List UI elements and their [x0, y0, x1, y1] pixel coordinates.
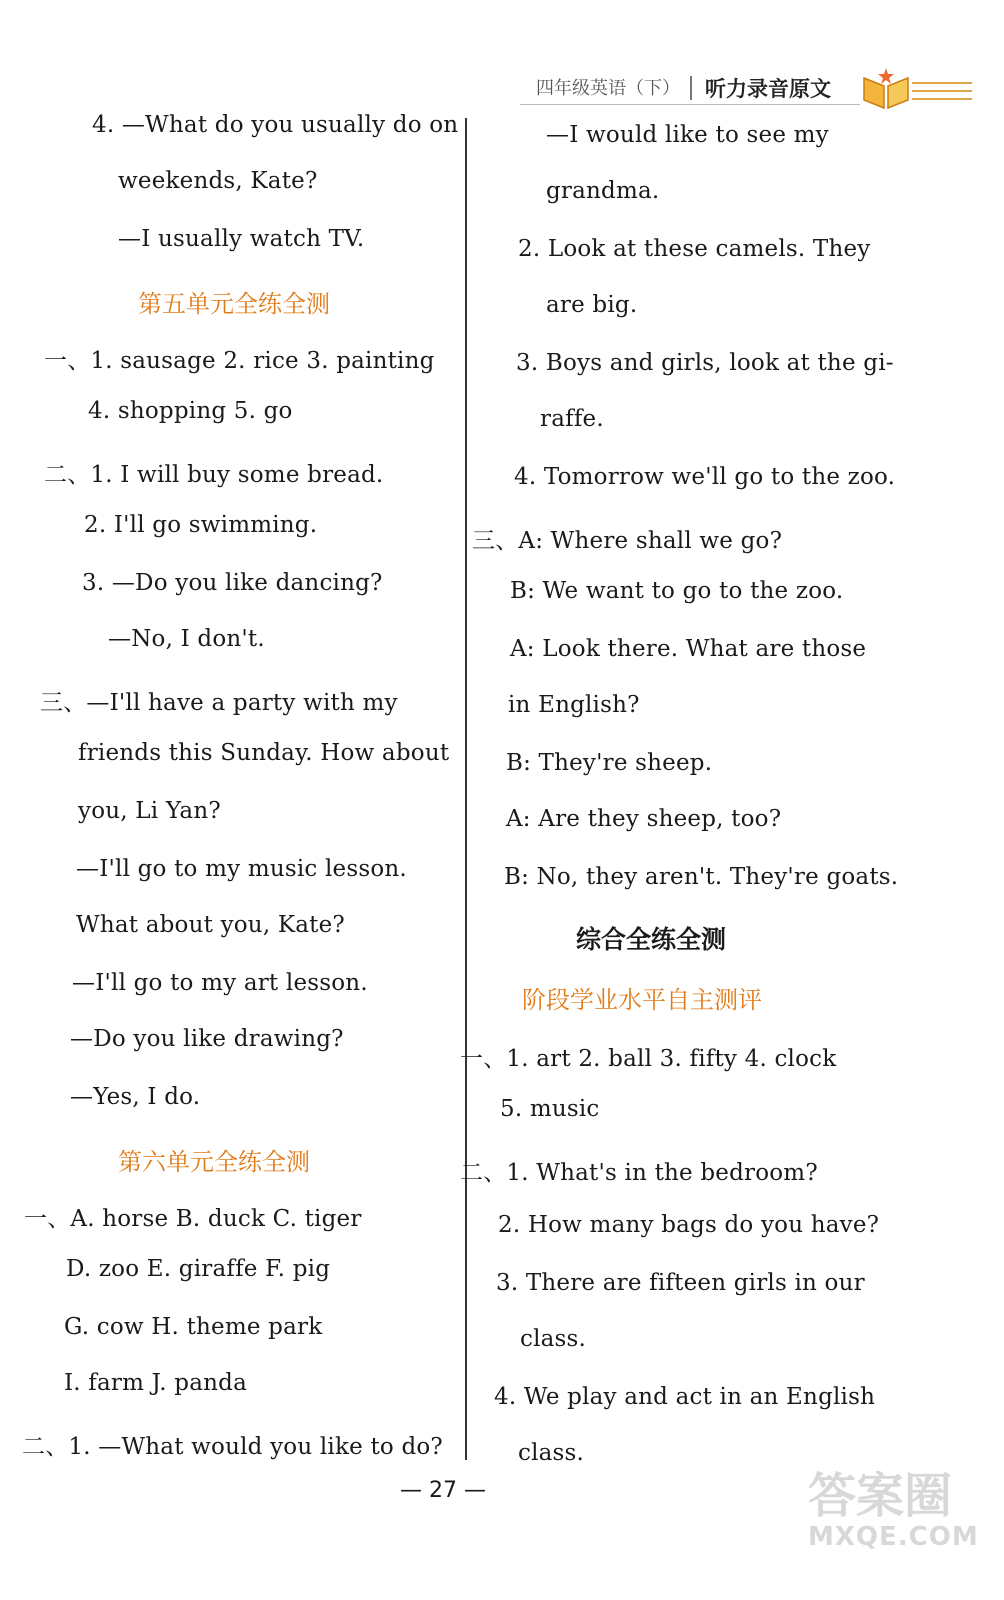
text-line: weekends, Kate? [118, 168, 318, 194]
text-line: 2. Look at these camels. They [518, 236, 871, 262]
text-line: 5. music [500, 1096, 600, 1122]
text-line: 4. Tomorrow we'll go to the zoo. [514, 464, 896, 490]
header-rule [520, 104, 860, 105]
text-line: I. farm J. panda [64, 1370, 247, 1396]
text-line: you, Li Yan? [78, 798, 221, 824]
text-line: 3. —Do you like dancing? [82, 570, 383, 596]
text-line: —Do you like drawing? [70, 1026, 344, 1052]
section-heading-stage-test: 阶段学业水平自主测评 [522, 986, 762, 1014]
watermark [808, 1470, 979, 1552]
text-line: —Yes, I do. [70, 1084, 201, 1110]
text-line: in English? [508, 692, 640, 718]
page-header [500, 64, 980, 114]
text-line: —I'll go to my art lesson. [72, 970, 368, 996]
watermark-line2: MXQE.COM [808, 1522, 979, 1552]
section-heading-comprehensive: 综合全练全测 [576, 925, 727, 954]
text-line: 2. I'll go swimming. [84, 512, 318, 538]
open-book-icon [860, 64, 912, 112]
text-line: B: No, they aren't. They're goats. [504, 864, 899, 890]
text-line: 2. How many bags do you have? [498, 1212, 880, 1238]
text-line: 4. shopping 5. go [88, 398, 293, 424]
text-line: 二、1. —What would you like to do? [22, 1434, 443, 1460]
header-title: 听力录音原文 [705, 77, 831, 101]
text-line: raffe. [540, 406, 604, 432]
watermark-line1: 答案圈 [808, 1468, 953, 1524]
text-line: grandma. [546, 178, 660, 204]
text-line: —I usually watch TV. [118, 226, 365, 252]
text-line: 二、1. I will buy some bread. [44, 462, 384, 488]
section-heading-unit6: 第六单元全练全测 [118, 1148, 310, 1176]
text-line: 4. —What do you usually do on [92, 112, 459, 138]
text-line: G. cow H. theme park [64, 1314, 323, 1340]
text-line: A: Are they sheep, too? [506, 806, 782, 832]
text-line: B: They're sheep. [506, 750, 713, 776]
text-line: 三、—I'll have a party with my [40, 690, 398, 716]
text-line: 一、A. horse B. duck C. tiger [24, 1206, 362, 1232]
text-line: A: Look there. What are those [510, 636, 867, 662]
text-line: 一、1. sausage 2. rice 3. painting [44, 348, 435, 374]
text-line: 4. We play and act in an English [494, 1384, 876, 1410]
text-line: friends this Sunday. How about [78, 740, 450, 766]
text-line: What about you, Kate? [76, 912, 345, 938]
text-line: B: We want to go to the zoo. [510, 578, 844, 604]
text-line: 一、1. art 2. ball 3. fifty 4. clock [460, 1046, 837, 1072]
text-line: are big. [546, 292, 638, 318]
text-line: —I would like to see my [546, 122, 829, 148]
text-line: —No, I don't. [108, 626, 265, 652]
text-line: class. [520, 1326, 587, 1352]
text-line: 3. There are fifteen girls in our [496, 1270, 865, 1296]
page-number: — 27 — [400, 1478, 486, 1503]
column-divider [465, 118, 467, 1460]
text-line: 二、1. What's in the bedroom? [460, 1160, 818, 1186]
text-line: class. [518, 1440, 585, 1466]
text-line: 3. Boys and girls, look at the gi- [516, 350, 894, 376]
header-subject: 四年级英语（下） [536, 78, 680, 99]
text-line: —I'll go to my music lesson. [76, 856, 407, 882]
header-decoration-lines [912, 82, 972, 106]
header-separator [690, 76, 692, 100]
section-heading-unit5: 第五单元全练全测 [138, 290, 330, 318]
text-line: 三、A: Where shall we go? [472, 528, 783, 554]
text-line: D. zoo E. giraffe F. pig [66, 1256, 331, 1282]
